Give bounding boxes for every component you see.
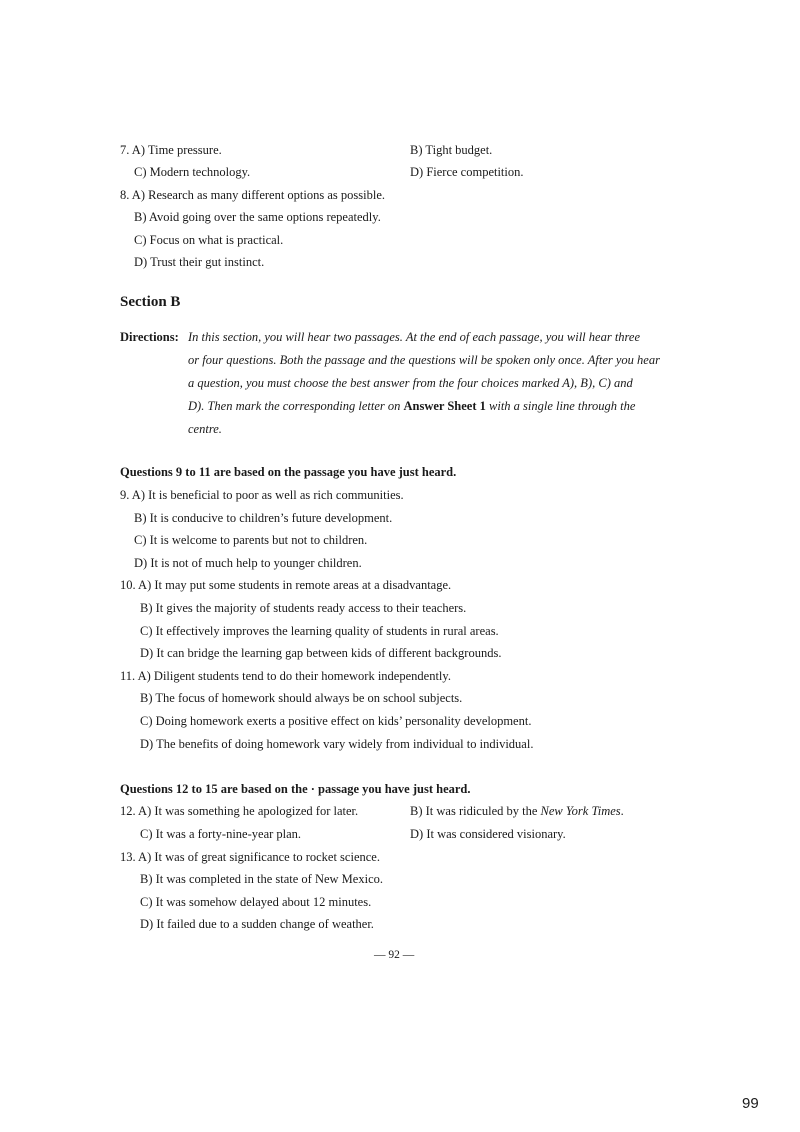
q8-option-d: D) Trust their gut instinct. [134,255,265,269]
q13-option-d: D) It failed due to a sudden change of weather. [140,917,374,931]
q7-option-b: B) Tight budget. [410,143,493,157]
section-title: Section B [120,294,181,310]
directions-line-4-text: D). Then mark the corresponding letter on [188,399,401,413]
q13-option-b: B) It was completed in the state of New Mexico. [140,872,383,886]
q12-option-b [410,803,624,819]
directions-line-4 [188,398,635,414]
q7-option-d: D) Fierce competition. [410,165,524,179]
page-footer-number: — 92 — [374,949,415,961]
q13-option-a: 13. A) It was of great significance to rocket science. [120,850,380,864]
q9-option-d: D) It is not of much help to younger children. [134,556,362,570]
directions-line-1: In this section, you will hear two passages. At the end of each passage, you will hear three [188,330,641,344]
q10-option-a: 10. A) It may put some students in remote areas at a disadvantage. [120,578,452,592]
q8-option-a: 8. A) Research as many different options as possible. [120,188,385,202]
q9-option-a: 9. A) It is beneficial to poor as well as rich communities. [120,488,404,502]
group-heading-12-15: Questions 12 to 15 are based on the · passage you have just heard. [120,782,471,796]
q9-option-b: B) It is conducive to children’s future development. [134,511,393,525]
q12-option-d: D) It was considered visionary. [410,827,566,841]
q10-option-c: C) It effectively improves the learning quality of students in rural areas. [140,624,499,638]
q12-option-a: 12. A) It was something he apologized for later. [120,804,359,818]
directions-line-4-tail: with a single line through the [489,399,636,413]
q13-option-c: C) It was somehow delayed about 12 minutes. [140,895,372,909]
directions-label: Directions: [120,330,179,344]
q8-option-b: B) Avoid going over the same options repeatedly. [134,210,381,224]
q11-option-a: 11. A) Diligent students tend to do their homework independently. [120,669,451,683]
q10-option-d: D) It can bridge the learning gap between kids of different backgrounds. [140,646,502,660]
q12-option-c: C) It was a forty-nine-year plan. [140,827,302,841]
q9-option-c: C) It is welcome to parents but not to children. [134,533,368,547]
q11-option-b: B) The focus of homework should always be on school subjects. [140,691,463,705]
directions-line-3: a question, you must choose the best answer from the four choices marked A), B), C) and [188,376,633,390]
q11-option-d: D) The benefits of doing homework vary widely from individual to individual. [140,737,534,751]
directions-line-2: or four questions. Both the passage and the questions will be spoken only once. After you hear [188,353,660,367]
q12-option-b-period: . [620,804,624,818]
corner-page-number: 99 [742,1095,759,1112]
q12-option-b-text: B) It was ridiculed by the [410,804,538,818]
q7-option-a: 7. A) Time pressure. [120,143,222,157]
q8-option-c: C) Focus on what is practical. [134,233,284,247]
answer-sheet-label: Answer Sheet 1 [403,399,486,413]
q11-option-c: C) Doing homework exerts a positive effect on kids’ personality development. [140,714,532,728]
q7-option-c: C) Modern technology. [134,165,251,179]
newspaper-title: New York Times [540,804,621,818]
q10-option-b: B) It gives the majority of students ready access to their teachers. [140,601,467,615]
group-heading-9-11: Questions 9 to 11 are based on the passage you have just heard. [120,465,457,479]
directions-line-5: centre. [188,422,222,436]
